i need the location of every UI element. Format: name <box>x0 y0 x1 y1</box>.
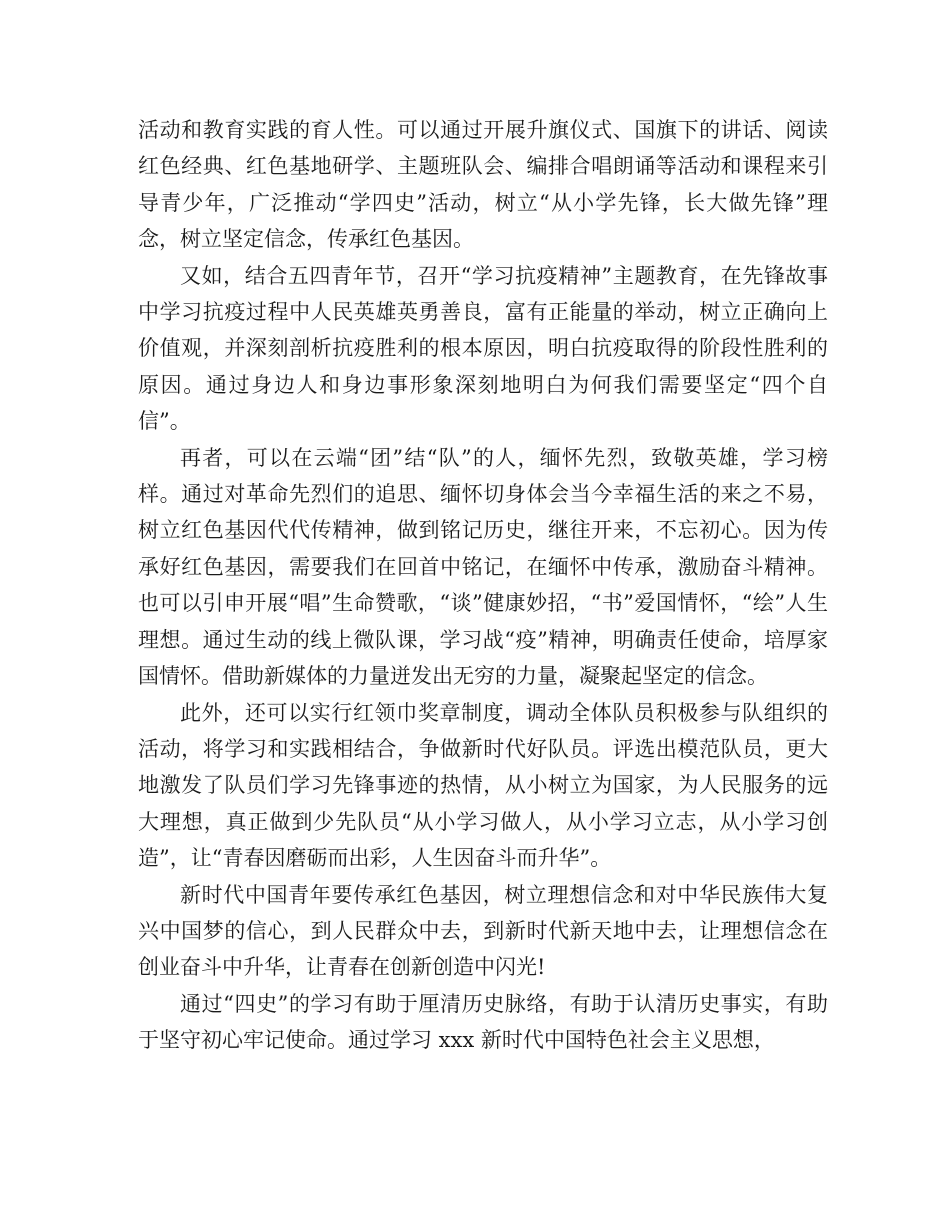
paragraph-2: 又如，结合五四青年节，召开“学习抗疫精神”主题教育，在先锋故事中学习抗疫过程中人民英雄英勇善良，富有正能量的举动，树立正确向上价值观，并深刻剖析抗疫胜利的根本原因，明白抗疫取得的阶段性胜利的原因。通过身边人和身边事形象深刻地明白为何我们需要坚定“四个自信”。 <box>138 263 828 434</box>
paragraph-4: 此外，还可以实行红领巾奖章制度，调动全体队员积极参与队组织的活动，将学习和实践相结合，争做新时代好队员。评选出模范队员，更大地激发了队员们学习先锋事迹的热情，从小树立为国家，为人民服务的远大理想，真正做到少先队员“从小学习做人，从小学习立志，从小学习创造”，让“青春因磨砺而出彩，人生因奋斗而升华”。 <box>138 700 828 871</box>
paragraph-6: 通过“四史”的学习有助于厘清历史脉络，有助于认清历史事实，有助于坚守初心牢记使命。通过学习 xxx 新时代中国特色社会主义思想， <box>138 991 828 1053</box>
paragraph-5: 新时代中国青年要传承红色基因，树立理想信念和对中华民族伟大复兴中国梦的信心，到人民群众中去，到新时代新天地中去，让理想信念在创业奋斗中升华，让青春在创新创造中闪光! <box>138 882 828 980</box>
paragraph-1: 活动和教育实践的育人性。可以通过开展升旗仪式、国旗下的讲话、阅读红色经典、红色基地研学、主题班队会、编排合唱朗诵等活动和课程来引导青少年，广泛推动“学四史”活动，树立“从小学先锋，长大做先锋”理念，树立坚定信念，传承红色基因。 <box>138 118 828 252</box>
document-body <box>138 112 828 1059</box>
paragraph-3: 再者，可以在云端“团”结“队”的人，缅怀先烈，致敬英雄，学习榜样。通过对革命先烈们的追思、缅怀切身体会当今幸福生活的来之不易，树立红色基因代代传精神，做到铭记历史，继往开来，不忘初心。因为传承好红色基因，需要我们在回首中铭记，在缅怀中传承，激励奋斗精神。也可以引申开展“唱”生命赞歌，“谈”健康妙招，“书”爱国情怀，“绘”人生理想。通过生动的线上微队课，学习战“疫”精神，明确责任使命，培厚家国情怀。借助新媒体的力量迸发出无穷的力量，凝聚起坚定的信念。 <box>138 445 828 689</box>
